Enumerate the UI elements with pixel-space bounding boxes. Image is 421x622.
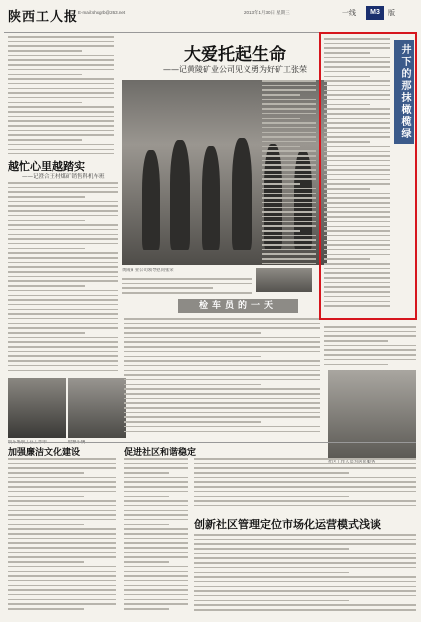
community-service-photo <box>328 370 416 458</box>
second-headline: 越忙心里越踏实 <box>8 160 85 173</box>
page-suffix: 版 <box>388 9 395 17</box>
machine-crew-photo <box>8 378 66 438</box>
small-inline-photo <box>256 268 312 292</box>
newspaper-logo: 陕西工人报 <box>8 10 79 25</box>
fourth-article-text <box>8 458 116 616</box>
page-number-badge: M3 <box>366 6 384 20</box>
sixth-article-text <box>194 534 416 616</box>
third-headline: 检车员的一天 <box>178 299 298 313</box>
fifth-headline: 促进社区和谐稳定 <box>124 448 197 458</box>
right-lower-text <box>324 326 416 368</box>
fifth-article-text <box>124 458 188 616</box>
main-subheadline: ——记黄陵矿业公司见义勇为好矿工张荣 <box>163 65 307 74</box>
left-top-text-column <box>8 36 114 154</box>
section-divider <box>8 442 416 443</box>
vehicle-repair-photo <box>68 378 126 438</box>
masthead <box>4 4 417 33</box>
section-name: 一线 <box>342 9 356 17</box>
main-article-right-text <box>262 80 316 266</box>
sixth-article-upper-text <box>194 458 416 510</box>
highlighted-article-text <box>324 38 390 314</box>
main-photo-caption: 黄陵矿业公司领导慰问张荣 <box>122 268 174 273</box>
contact-email: E-mail:shxgrb@263.net <box>78 10 126 15</box>
second-subheadline: ——记澄合王村煤矿销售科机车班 <box>22 174 105 180</box>
second-article-text <box>8 182 118 374</box>
third-article-text <box>124 318 320 438</box>
fourth-headline: 加强廉洁文化建设 <box>8 448 81 458</box>
highlighted-article-title: 井下的那抹橄榄绿 <box>394 40 414 144</box>
main-headline: 大爱托起生命 <box>184 45 286 65</box>
issue-date: 2013年1月30日 星期三 <box>244 10 290 15</box>
main-article-text <box>122 278 252 296</box>
sixth-headline: 创新社区管理定位市场化运营模式浅谈 <box>194 518 381 531</box>
